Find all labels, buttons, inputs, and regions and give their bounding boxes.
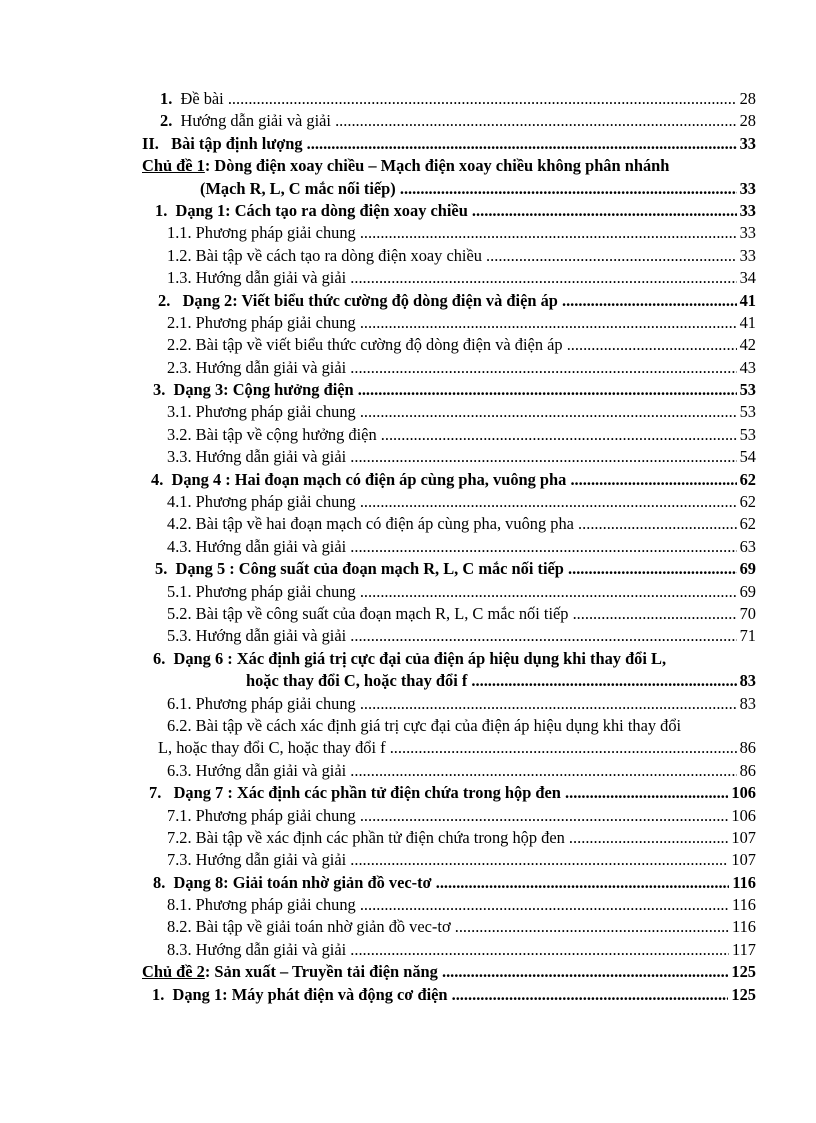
toc-entry-continued[interactable] <box>0 715 816 737</box>
toc-entry-title: 1.1. Phương pháp giải chung <box>167 223 356 243</box>
toc-entry-title: 7.3. Hướng dẫn giải và giải <box>167 850 347 870</box>
toc-page-number: 42 <box>740 334 756 356</box>
toc-chapter-heading[interactable] <box>0 155 816 177</box>
toc-chapter-label: Chủ đề 2 <box>142 962 205 982</box>
toc-entry-prefix: Dạng 4 <box>171 469 222 489</box>
toc-entry-title: 6.1. Phương pháp giải chung <box>167 693 356 713</box>
toc-page-number: 107 <box>731 827 756 849</box>
toc-entry-title: Bài tập định lượng <box>171 133 303 153</box>
toc-entry-number: 7. <box>149 783 162 803</box>
toc-entry-title: 8.1. Phương pháp giải chung <box>167 895 356 915</box>
toc-page-number: 33 <box>740 200 756 222</box>
toc-page-number: 62 <box>740 491 756 513</box>
toc-entry[interactable] <box>0 939 816 961</box>
toc-entry[interactable] <box>0 849 816 871</box>
toc-entry-title: 8.3. Hướng dẫn giải và giải <box>167 939 347 959</box>
table-of-contents <box>0 88 816 1006</box>
toc-entry[interactable] <box>0 446 816 468</box>
toc-page-number: 117 <box>732 939 756 961</box>
toc-entry-number: 2. <box>158 290 171 310</box>
toc-page-number: 53 <box>740 401 756 423</box>
toc-entry[interactable] <box>0 984 816 1006</box>
toc-page-number: 33 <box>740 178 756 200</box>
toc-entry[interactable] <box>0 290 816 312</box>
toc-entry[interactable] <box>0 491 816 513</box>
toc-entry-title: 8.2. Bài tập về giải toán nhờ giản đồ vec-tơ <box>167 917 451 937</box>
toc-entry-title: : Máy phát điện và động cơ điện <box>222 984 448 1004</box>
toc-page-number: 34 <box>740 267 756 289</box>
toc-entry[interactable] <box>0 334 816 356</box>
toc-entry[interactable] <box>0 827 816 849</box>
toc-page-number: 53 <box>740 424 756 446</box>
toc-entry[interactable] <box>0 760 816 782</box>
toc-entry[interactable] <box>0 782 816 804</box>
toc-entry-title: 2.3. Hướng dẫn giải và giải <box>167 357 347 377</box>
toc-entry[interactable] <box>0 110 816 132</box>
toc-page-number: 41 <box>740 312 756 334</box>
toc-entry[interactable] <box>0 222 816 244</box>
toc-entry[interactable] <box>0 200 816 222</box>
toc-entry[interactable] <box>0 357 816 379</box>
toc-entry[interactable] <box>0 312 816 334</box>
toc-page-number: 70 <box>740 603 756 625</box>
toc-page-number: 54 <box>740 446 756 468</box>
toc-page-number: 106 <box>731 805 756 827</box>
toc-entry-number: 1. <box>160 89 173 108</box>
toc-page-number: 33 <box>740 222 756 244</box>
toc-entry-prefix: Dạng 1 <box>175 200 226 220</box>
toc-entry-number: 6. <box>153 648 166 668</box>
toc-page-number: 63 <box>740 536 756 558</box>
toc-chapter-label: Chủ đề 1 <box>142 156 205 176</box>
toc-entry[interactable] <box>0 267 816 289</box>
toc-entry-number: II. <box>142 133 159 153</box>
toc-page-number: 28 <box>740 88 756 110</box>
toc-page-number: 83 <box>740 693 756 715</box>
toc-entry-title: (Mạch R, L, C mắc nối tiếp) <box>200 178 396 198</box>
toc-entry-title: : Sản xuất – Truyền tải điện năng <box>204 962 438 982</box>
toc-entry-title: : Xác định các phần tử điện chứa trong hộp đen <box>223 783 561 803</box>
toc-page-number: 62 <box>740 513 756 535</box>
toc-entry-title: 7.2. Bài tập về xác định các phần tử điện chứa trong hộp đen <box>167 827 565 847</box>
toc-page-number: 107 <box>731 849 756 871</box>
toc-entry-title: : Dòng điện xoay chiều – Mạch điện xoay chiều không phân nhánh <box>204 156 670 176</box>
toc-entry-title: 7.1. Phương pháp giải chung <box>167 805 356 825</box>
toc-entry[interactable] <box>0 178 816 200</box>
toc-page-number: 125 <box>731 984 756 1006</box>
toc-entry[interactable] <box>0 581 816 603</box>
toc-page-number: 33 <box>740 133 756 155</box>
toc-page-number: 86 <box>740 760 756 782</box>
toc-page-number: 116 <box>732 894 756 916</box>
toc-entry[interactable] <box>0 133 816 155</box>
toc-entry[interactable] <box>0 401 816 423</box>
toc-entry-title: : Xác định giá trị cực đại của điện áp hiệu dụng khi thay đổi L, <box>223 648 667 668</box>
toc-entry[interactable] <box>0 670 816 692</box>
toc-entry[interactable] <box>0 737 816 759</box>
toc-entry-title: Dạng 8: Giải toán nhờ giản đồ vec-tơ <box>173 872 432 892</box>
toc-entry-prefix: Dạng 1 <box>172 984 223 1004</box>
toc-entry-title: 1.3. Hướng dẫn giải và giải <box>167 268 347 288</box>
toc-entry[interactable] <box>0 424 816 446</box>
toc-entry[interactable] <box>0 693 816 715</box>
toc-entry[interactable] <box>0 245 816 267</box>
toc-entry[interactable] <box>0 872 816 894</box>
toc-entry-title: 3.2. Bài tập về cộng hưởng điện <box>167 424 377 444</box>
toc-entry-number: 3. <box>153 380 166 400</box>
toc-entry-title: : Cách tạo ra dòng điện xoay chiều <box>225 200 468 220</box>
toc-entry-title: 2.2. Bài tập về viết biểu thức cường độ dòng điện và điện áp <box>167 335 563 355</box>
toc-entry[interactable] <box>0 603 816 625</box>
toc-entry-title: 3.1. Phương pháp giải chung <box>167 402 356 422</box>
toc-entry[interactable] <box>0 88 816 110</box>
toc-entry-title: 4.1. Phương pháp giải chung <box>167 492 356 512</box>
toc-page-number: 33 <box>740 245 756 267</box>
toc-entry-prefix: Dạng 6 <box>173 648 224 668</box>
toc-page-number: 69 <box>740 581 756 603</box>
toc-entry-prefix: Dạng 3 <box>173 380 224 400</box>
toc-entry-title: hoặc thay đổi C, hoặc thay đổi f <box>246 671 468 691</box>
toc-entry-title: : Cộng hưởng điện <box>223 380 354 400</box>
toc-entry-title: 3.3. Hướng dẫn giải và giải <box>167 447 347 467</box>
toc-entry-title: Hướng dẫn giải và giải <box>180 111 331 131</box>
toc-page-number: 116 <box>732 916 756 938</box>
toc-entry-number: 4. <box>151 469 164 489</box>
toc-entry-prefix: Dạng 5 <box>175 559 226 579</box>
toc-entry[interactable] <box>0 513 816 535</box>
toc-entry[interactable] <box>0 469 816 491</box>
toc-entry-number: 1. <box>152 984 165 1004</box>
toc-entry-title: L, hoặc thay đổi C, hoặc thay đổi f <box>158 738 386 758</box>
toc-entry-number: 8. <box>153 872 166 892</box>
toc-entry[interactable] <box>0 625 816 647</box>
toc-page-number: 86 <box>740 737 756 759</box>
toc-page-number: 106 <box>731 782 756 804</box>
toc-entry[interactable] <box>0 894 816 916</box>
toc-page-number: 41 <box>740 290 756 312</box>
toc-entry-title: : Hai đoạn mạch có điện áp cùng pha, vuông pha <box>221 469 567 489</box>
toc-entry-title: 4.3. Hướng dẫn giải và giải <box>167 536 347 556</box>
toc-entry-title: : Công suất của đoạn mạch R, L, C mắc nối tiếp <box>225 559 564 579</box>
toc-page-number: 43 <box>740 357 756 379</box>
toc-entry-title: 4.2. Bài tập về hai đoạn mạch có điện áp cùng pha, vuông pha <box>167 514 574 534</box>
toc-entry-title: 5.1. Phương pháp giải chung <box>167 581 356 601</box>
toc-chapter-heading[interactable] <box>0 961 816 983</box>
toc-page-number: 53 <box>740 379 756 401</box>
toc-entry-prefix: Dạng 7 <box>173 783 224 803</box>
toc-page-number: 69 <box>740 558 756 580</box>
toc-entry-number: 5. <box>155 559 168 579</box>
toc-entry-number: 2. <box>160 111 173 131</box>
toc-page-number: 116 <box>732 872 756 894</box>
toc-page-number: 62 <box>740 469 756 491</box>
toc-entry[interactable] <box>0 916 816 938</box>
toc-page-number: 71 <box>740 625 756 647</box>
toc-entry[interactable] <box>0 536 816 558</box>
toc-entry[interactable] <box>0 379 816 401</box>
toc-entry-title: 6.2. Bài tập về cách xác định giá trị cực đại của điện áp hiệu dụng khi thay đổi <box>167 715 682 735</box>
toc-entry-title: 6.3. Hướng dẫn giải và giải <box>167 760 347 780</box>
toc-entry-prefix: Dạng 2 <box>182 290 233 310</box>
toc-entry-title: 5.3. Hướng dẫn giải và giải <box>167 626 347 646</box>
toc-entry[interactable] <box>0 558 816 580</box>
toc-entry-title: : Viết biểu thức cường độ dòng điện và điện áp <box>232 290 558 310</box>
toc-page-number: 28 <box>740 110 756 132</box>
toc-entry[interactable] <box>0 805 816 827</box>
toc-entry-title: 1.2. Bài tập về cách tạo ra dòng điện xoay chiều <box>167 245 482 265</box>
toc-entry-title: 2.1. Phương pháp giải chung <box>167 312 356 332</box>
toc-entry-title: 5.2. Bài tập về công suất của đoạn mạch R, L, C mắc nối tiếp <box>167 603 569 623</box>
toc-page-number: 83 <box>740 670 756 692</box>
toc-page-number: 125 <box>731 961 756 983</box>
toc-entry-number: 1. <box>155 200 168 220</box>
toc-entry-continued[interactable] <box>0 648 816 670</box>
toc-entry-title: Đề bài <box>180 89 224 108</box>
